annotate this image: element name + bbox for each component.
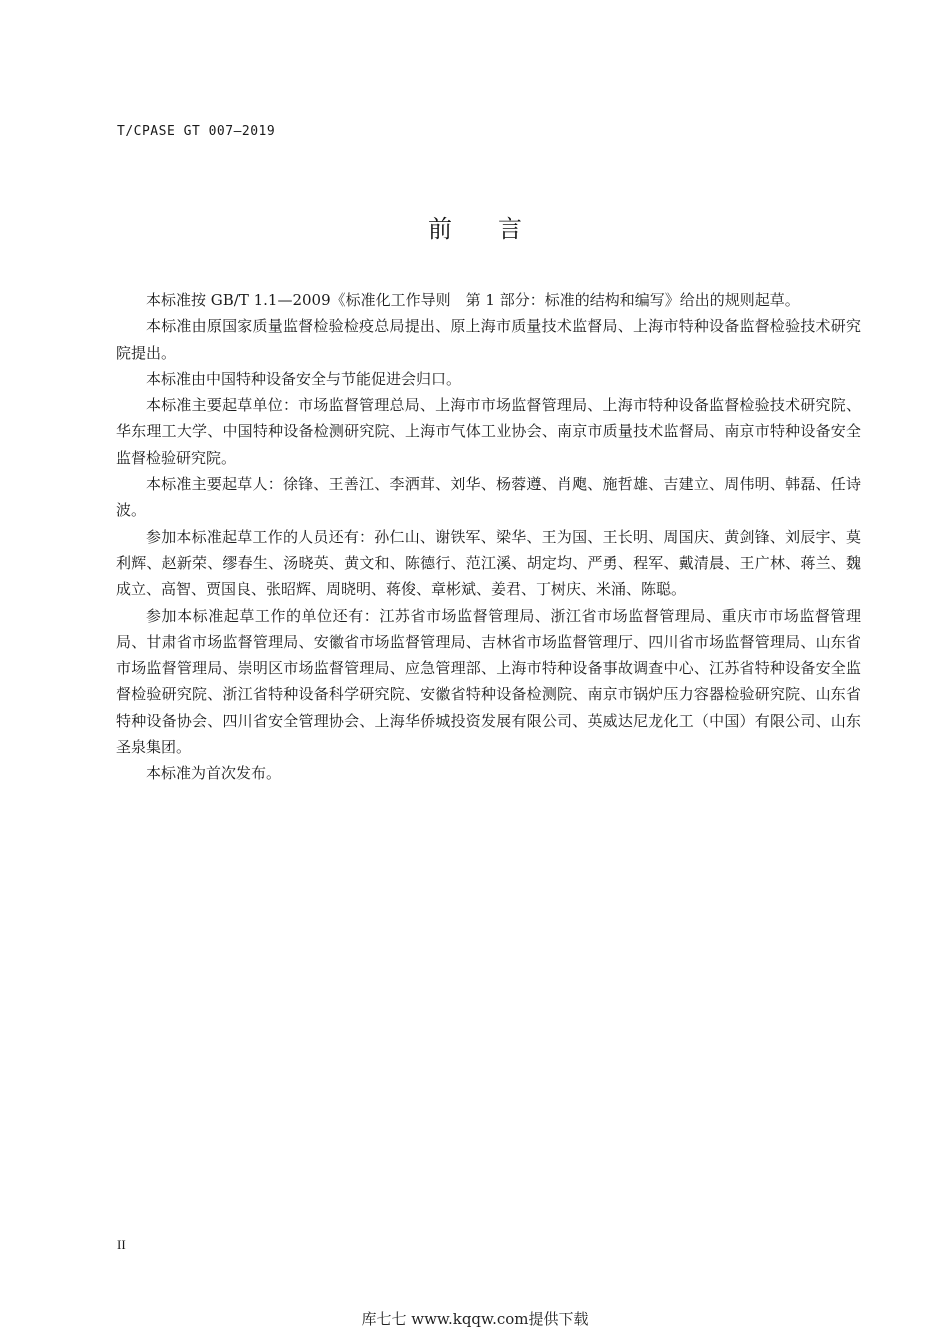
paragraph-centralized-by: 本标准由中国特种设备安全与节能促进会归口。 <box>146 369 462 388</box>
paragraph-proposer: 本标准由原国家质量监督检验检疫总局提出、原上海市质量技术监督局、上海市特种设备监督检验技术研究院提出。 <box>116 317 861 362</box>
paragraph-participating-units: 参加本标准起草工作的单位还有：江苏省市场监督管理局、浙江省市场监督管理局、重庆市市场监督管理局、甘肃省市场监督管理局、安徽省市场监督管理局、吉林省市场监督管理厅、四川省市场监督管理局、山东省市场监督管理局、崇明区市场监督管理局、应急管理部、上海市特种设备事故调查中心、江苏省特种设备安全监督检验研究院、浙江省特种设备科学研究院、安徽省特种设备检测院、南京市锅炉压力容器检验研究院、山东省特种设备协会、四川省安全管理协会、上海华侨城投资发展有限公司、英威达尼龙化工（中国）有限公司、山东圣泉集团。 <box>116 606 861 757</box>
paragraph-first-release: 本标准为首次发布。 <box>146 764 282 783</box>
page-number: II <box>117 1237 126 1252</box>
document-code: T/CPASE GT 007—2019 <box>117 124 276 139</box>
download-footer: 库七七 www.kqqw.com提供下载 <box>361 1310 589 1328</box>
paragraph-drafting-rules: 本标准按 GB/T 1.1—2009《标准化工作导则 第 1 部分：标准的结构和编写》给出的规则起草。 <box>146 291 800 309</box>
page-title: 前言 <box>428 215 568 243</box>
paragraph-participating-people: 参加本标准起草工作的人员还有：孙仁山、谢铁军、梁华、王为国、王长明、周国庆、黄剑锋、刘辰宇、莫利辉、赵新荣、缪春生、汤晓英、黄文和、陈德行、范江溪、胡定均、严勇、程军、戴清晨、王广林、蒋兰、魏成立、高智、贾国良、张昭辉、周晓明、蒋俊、章彬斌、姜君、丁树庆、米涌、陈聪。 <box>116 527 861 599</box>
paragraph-main-drafting-units: 本标准主要起草单位：市场监督管理总局、上海市市场监督管理局、上海市特种设备监督检验技术研究院、华东理工大学、中国特种设备检测研究院、上海市气体工业协会、南京市质量技术监督局、南京市特种设备安全监督检验研究院。 <box>116 396 861 467</box>
foreword-body <box>116 287 861 787</box>
paragraph-main-drafters: 本标准主要起草人：徐锋、王善江、李洒茸、刘华、杨蓉遵、肖飑、施哲雄、吉建立、周伟明、韩磊、任诗波。 <box>116 475 861 520</box>
